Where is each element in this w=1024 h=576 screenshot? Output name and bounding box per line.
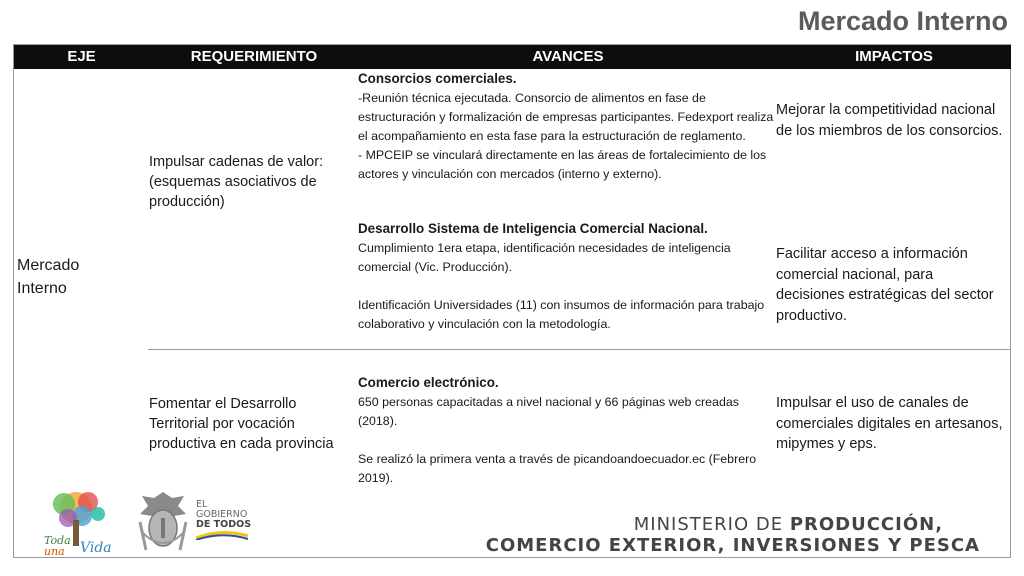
requerimiento-cell: Fomentar el Desarrollo Territorial por vocación productiva en cada provincia xyxy=(149,396,334,452)
header-eje: EJE xyxy=(67,48,96,65)
svg-text:Toda: Toda xyxy=(44,534,71,547)
avance-text: 650 personas capacitadas a nivel nacional y 66 páginas web creadas (2018). Se realizó la primera venta a través de picandoandoecuador.ec (Febrero 2019). xyxy=(358,395,757,485)
svg-text:Vida: Vida xyxy=(80,540,112,556)
gobierno-de-todos-logo xyxy=(196,500,251,543)
svg-text:una: una xyxy=(44,545,65,558)
gob-line: GOBIERNO xyxy=(196,509,248,520)
impacto-cell: Facilitar acceso a información comercial nacional, para decisiones estratégicas del sector productivo. xyxy=(776,246,994,324)
table-header-row xyxy=(14,45,1011,69)
avance-block xyxy=(358,373,774,488)
avance-heading: Desarrollo Sistema de Inteligencia Comercial Nacional. xyxy=(358,221,708,236)
page-title: Mercado Interno xyxy=(797,6,1008,36)
row-divider xyxy=(148,349,1011,350)
requerimiento-cell: Impulsar cadenas de valor: (esquemas asociativos de producción) xyxy=(149,154,324,210)
ministry-line2: COMERCIO EXTERIOR, INVERSIONES Y PESCA xyxy=(485,535,980,556)
eje-cell: Mercado Interno xyxy=(17,257,80,297)
avance-text: -Reunión técnica ejecutada. Consorcio de alimentos en fase de estructuración y formalización de empresas participantes. Fedexport realiza el acompañamiento en esta fase para la estructuración de reglamento. - MPCEIP se vinculará directamente en las áreas de fortalecimiento de los actores y vinculación con mercados (interno y externo). xyxy=(358,91,774,181)
ministry-line1-bold: PRODUCCIÓN, xyxy=(789,514,944,535)
avance-heading: Consorcios comerciales. xyxy=(358,71,517,86)
ministry-line1: MINISTERIO DE xyxy=(633,514,790,535)
flag-stripe-icon xyxy=(196,530,248,540)
header-impactos: IMPACTOS xyxy=(855,48,933,65)
avance-text: Cumplimiento 1era etapa, identificación necesidades de inteligencia comercial (Vic. Producción). Identificación Universidades (11) con insumos de información para trabajo colaborativo y vinculación con la metodología. xyxy=(358,241,765,331)
avance-block xyxy=(358,219,774,334)
avance-block xyxy=(358,69,774,184)
toda-una-vida-logo xyxy=(38,486,114,563)
impacto-cell: Impulsar el uso de canales de comerciales digitales en artesanos, mipymes y eps. xyxy=(776,395,1003,452)
gob-line: EL xyxy=(196,499,208,510)
avance-heading: Comercio electrónico. xyxy=(358,375,499,390)
impacto-cell: Mejorar la competitividad nacional de los miembros de los consorcios. xyxy=(776,102,1003,139)
ministry-branding xyxy=(486,514,980,556)
header-avances: AVANCES xyxy=(532,48,604,65)
header-requerimiento: REQUERIMIENTO xyxy=(190,48,318,65)
ecuador-coat-of-arms-logo xyxy=(132,488,194,561)
gob-line: DE TODOS xyxy=(196,519,252,530)
